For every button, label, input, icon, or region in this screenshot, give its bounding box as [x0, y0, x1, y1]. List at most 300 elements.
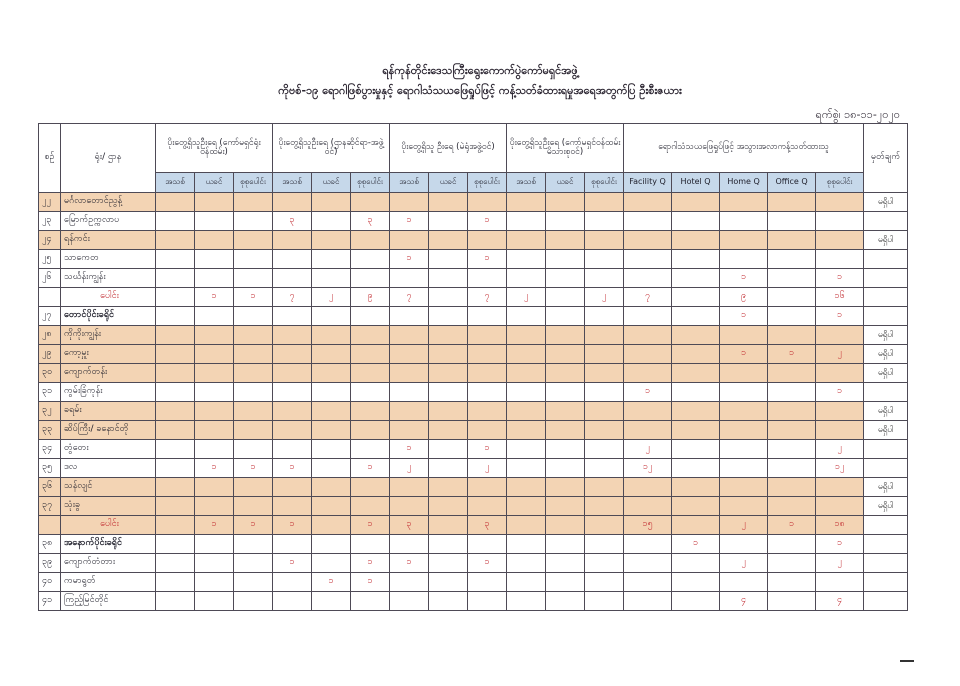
row-number: ၂၂: [39, 193, 61, 212]
row-value-cell: [468, 193, 507, 212]
row-value-cell: ၁: [351, 459, 390, 478]
row-value-cell: [507, 250, 546, 269]
row-value-cell: [312, 516, 351, 535]
row-value-cell: [273, 231, 312, 250]
row-value-cell: [351, 497, 390, 516]
row-value-cell: [585, 307, 624, 326]
row-value-cell: [507, 402, 546, 421]
row-value-cell: [390, 421, 429, 440]
row-value-cell: [312, 212, 351, 231]
row-number: ၄၀: [39, 573, 61, 592]
row-value-cell: [156, 516, 195, 535]
row-value-cell: [234, 421, 273, 440]
row-name: ကော့မှူး: [61, 345, 156, 364]
row-value-cell: [672, 269, 720, 288]
row-value-cell: [585, 326, 624, 345]
row-name: ဒလ: [61, 459, 156, 478]
row-value-cell: [546, 478, 585, 497]
row-name: သာကေတ: [61, 250, 156, 269]
row-value-cell: ၁၅: [624, 516, 672, 535]
row-value-cell: [429, 573, 468, 592]
row-name: ကျောက်တန်း: [61, 364, 156, 383]
table-row: [39, 573, 908, 592]
row-value-cell: [816, 193, 864, 212]
row-value-cell: [672, 592, 720, 611]
row-value-cell: [816, 326, 864, 345]
sub-new: အသစ်: [156, 173, 195, 193]
sub-facility-q: Facility Q: [624, 173, 672, 193]
row-value-cell: [351, 440, 390, 459]
row-value-cell: [672, 421, 720, 440]
row-remark: [864, 383, 908, 402]
row-value-cell: ၁: [468, 440, 507, 459]
row-value-cell: [312, 307, 351, 326]
table-row: [39, 459, 908, 478]
row-value-cell: [768, 231, 816, 250]
row-value-cell: [234, 345, 273, 364]
row-value-cell: [720, 535, 768, 554]
row-value-cell: [273, 421, 312, 440]
row-value-cell: [429, 497, 468, 516]
row-number: [39, 288, 61, 307]
row-remark: [864, 592, 908, 611]
covid-report-table: [38, 123, 908, 611]
row-value-cell: [273, 193, 312, 212]
row-value-cell: ၁: [672, 535, 720, 554]
row-name: ရန်ကင်း: [61, 231, 156, 250]
row-value-cell: [624, 478, 672, 497]
row-value-cell: [273, 478, 312, 497]
row-value-cell: [507, 573, 546, 592]
row-value-cell: [720, 250, 768, 269]
row-value-cell: [234, 383, 273, 402]
row-value-cell: [585, 212, 624, 231]
row-value-cell: ၃: [390, 516, 429, 535]
row-value-cell: [312, 383, 351, 402]
row-name: မြောက်ဥက္ကလာပ: [61, 212, 156, 231]
row-value-cell: ၂: [585, 288, 624, 307]
row-value-cell: [390, 269, 429, 288]
row-value-cell: [546, 421, 585, 440]
row-name: တွံတေး: [61, 440, 156, 459]
row-value-cell: [624, 345, 672, 364]
row-value-cell: [312, 250, 351, 269]
row-value-cell: [429, 535, 468, 554]
table-row: [39, 326, 908, 345]
row-value-cell: [429, 193, 468, 212]
row-value-cell: ၁: [351, 516, 390, 535]
row-value-cell: ၁: [234, 459, 273, 478]
row-value-cell: [234, 269, 273, 288]
row-value-cell: [195, 307, 234, 326]
row-value-cell: [195, 497, 234, 516]
row-remark: [864, 516, 908, 535]
sub-hotel-q: Hotel Q: [672, 173, 720, 193]
row-value-cell: [768, 573, 816, 592]
row-remark: [864, 535, 908, 554]
row-value-cell: [468, 573, 507, 592]
row-value-cell: [429, 326, 468, 345]
row-value-cell: ၁: [390, 554, 429, 573]
row-value-cell: ၁: [720, 307, 768, 326]
row-value-cell: ၉: [351, 288, 390, 307]
row-value-cell: [768, 212, 816, 231]
row-value-cell: [429, 592, 468, 611]
row-value-cell: ၇: [390, 288, 429, 307]
row-number: [39, 516, 61, 535]
row-value-cell: [816, 212, 864, 231]
row-value-cell: [672, 288, 720, 307]
sub-office-q: Office Q: [768, 173, 816, 193]
row-remark: [864, 212, 908, 231]
row-value-cell: [768, 307, 816, 326]
table-row: [39, 402, 908, 421]
row-value-cell: [672, 307, 720, 326]
row-value-cell: [507, 326, 546, 345]
row-name: ကိုကိုးကျွန်း: [61, 326, 156, 345]
row-value-cell: [195, 326, 234, 345]
row-value-cell: ၁: [195, 516, 234, 535]
row-value-cell: [390, 364, 429, 383]
row-number: ၂၉: [39, 345, 61, 364]
row-value-cell: [624, 554, 672, 573]
row-name: ခရမ်း: [61, 402, 156, 421]
document-title: ရန်ကုန်တိုင်းဒေသကြီးရွေးကောက်ပွဲကော်မရှင်အဖွဲ့: [382, 64, 578, 77]
row-value-cell: [672, 345, 720, 364]
row-value-cell: [720, 573, 768, 592]
page-mark: [900, 660, 914, 662]
header-group-family: ပိုးတွေ့ရှိသူဦးရေ (ကော်မရှင်ဝန်ထမ်း မိသားစုဝင်): [507, 124, 624, 173]
row-value-cell: ၂: [507, 288, 546, 307]
row-value-cell: [429, 440, 468, 459]
row-value-cell: [546, 288, 585, 307]
row-value-cell: [720, 478, 768, 497]
row-number: ၂၈: [39, 326, 61, 345]
table-row: [39, 421, 908, 440]
row-value-cell: [720, 231, 768, 250]
row-value-cell: [546, 307, 585, 326]
row-value-cell: [672, 497, 720, 516]
header-group-poll: ပိုးတွေ့ရှိသူ ဦးရေ (မဲရုံအဖွဲ့ဝင်): [390, 124, 507, 173]
row-value-cell: ၇: [624, 288, 672, 307]
row-value-cell: [429, 459, 468, 478]
row-value-cell: [768, 478, 816, 497]
sub-new: အသစ်: [507, 173, 546, 193]
row-value-cell: [585, 554, 624, 573]
row-remark: မရှိပါ: [864, 478, 908, 497]
row-number: ၂၆: [39, 269, 61, 288]
row-value-cell: [273, 269, 312, 288]
row-value-cell: [507, 307, 546, 326]
row-value-cell: [624, 497, 672, 516]
row-value-cell: [768, 269, 816, 288]
row-value-cell: [390, 326, 429, 345]
row-number: ၄၁: [39, 592, 61, 611]
row-value-cell: [624, 212, 672, 231]
sub-total: စုစုပေါင်း: [585, 173, 624, 193]
row-value-cell: [468, 421, 507, 440]
sub-total: စုစုပေါင်း: [351, 173, 390, 193]
row-value-cell: [195, 193, 234, 212]
row-number: ၂၄: [39, 231, 61, 250]
row-value-cell: [468, 535, 507, 554]
row-value-cell: ၂: [816, 554, 864, 573]
row-value-cell: [234, 402, 273, 421]
row-remark: မရှိပါ: [864, 326, 908, 345]
row-value-cell: ၁: [720, 269, 768, 288]
row-value-cell: [156, 592, 195, 611]
row-value-cell: [195, 402, 234, 421]
row-value-cell: [351, 592, 390, 611]
row-value-cell: [390, 592, 429, 611]
row-value-cell: [720, 193, 768, 212]
row-value-cell: [585, 516, 624, 535]
row-value-cell: [624, 364, 672, 383]
row-value-cell: [312, 592, 351, 611]
row-value-cell: [816, 421, 864, 440]
row-value-cell: [585, 383, 624, 402]
row-value-cell: [672, 383, 720, 402]
table-row: [39, 497, 908, 516]
row-value-cell: [507, 269, 546, 288]
row-value-cell: [468, 592, 507, 611]
table-row-subtotal: [39, 288, 908, 307]
row-value-cell: ၁: [390, 440, 429, 459]
row-value-cell: [624, 402, 672, 421]
row-value-cell: [156, 212, 195, 231]
row-value-cell: [546, 516, 585, 535]
row-value-cell: [816, 573, 864, 592]
row-value-cell: [507, 478, 546, 497]
row-value-cell: [156, 364, 195, 383]
row-value-cell: [507, 231, 546, 250]
row-name: ကွမ်းခြံကုန်း: [61, 383, 156, 402]
row-value-cell: [234, 307, 273, 326]
row-value-cell: [156, 402, 195, 421]
table-row-district: [39, 307, 908, 326]
row-value-cell: [390, 573, 429, 592]
row-value-cell: [507, 554, 546, 573]
header-row-groups: [39, 124, 908, 173]
table-body: [39, 193, 908, 611]
row-value-cell: [351, 231, 390, 250]
row-value-cell: [156, 440, 195, 459]
document-date: ရက်စွဲ၊ ၁၈-၁၁-၂၀၂၀: [815, 108, 900, 121]
row-value-cell: [507, 516, 546, 535]
sub-total: စုစုပေါင်း: [234, 173, 273, 193]
row-value-cell: [624, 326, 672, 345]
row-remark: မရှိပါ: [864, 364, 908, 383]
row-value-cell: [507, 345, 546, 364]
row-remark: [864, 554, 908, 573]
row-value-cell: [624, 592, 672, 611]
row-value-cell: [195, 345, 234, 364]
row-value-cell: [312, 497, 351, 516]
row-value-cell: ၄: [720, 592, 768, 611]
row-value-cell: [768, 535, 816, 554]
row-name: ပေါင်း: [61, 516, 156, 535]
header-group-dept: ပိုးတွေ့ရှိသူဦးရေ (ဌာနဆိုင်ရာ-အဖွဲ့ဝင်): [273, 124, 390, 173]
row-value-cell: [312, 440, 351, 459]
row-value-cell: ၇: [273, 288, 312, 307]
row-value-cell: [585, 231, 624, 250]
row-value-cell: [429, 212, 468, 231]
row-value-cell: [672, 573, 720, 592]
table-row: [39, 250, 908, 269]
header-name: ရုံး/ ဌာန: [61, 124, 156, 193]
row-value-cell: [507, 535, 546, 554]
sub-total: စုစုပေါင်း: [468, 173, 507, 193]
row-remark: မရှိပါ: [864, 193, 908, 212]
row-value-cell: [585, 193, 624, 212]
row-remark: [864, 288, 908, 307]
row-value-cell: [195, 554, 234, 573]
row-value-cell: [351, 364, 390, 383]
row-value-cell: [351, 269, 390, 288]
row-remark: [864, 573, 908, 592]
row-name: ပေါင်း: [61, 288, 156, 307]
row-value-cell: [234, 478, 273, 497]
row-value-cell: [390, 402, 429, 421]
row-value-cell: [468, 497, 507, 516]
row-remark: မရှိပါ: [864, 497, 908, 516]
row-value-cell: [507, 459, 546, 478]
row-value-cell: ၁၆: [816, 288, 864, 307]
row-name: သုံးခွ: [61, 497, 156, 516]
row-value-cell: ၁: [720, 345, 768, 364]
sub-new: အသစ်: [390, 173, 429, 193]
row-value-cell: [624, 231, 672, 250]
row-value-cell: [585, 421, 624, 440]
row-value-cell: [546, 459, 585, 478]
row-value-cell: [507, 421, 546, 440]
row-value-cell: [768, 421, 816, 440]
row-value-cell: ၁: [312, 573, 351, 592]
row-value-cell: [156, 231, 195, 250]
row-value-cell: [156, 193, 195, 212]
row-remark: [864, 269, 908, 288]
row-value-cell: [312, 478, 351, 497]
row-value-cell: [351, 402, 390, 421]
row-value-cell: ၂: [624, 440, 672, 459]
table-row: [39, 193, 908, 212]
row-value-cell: [672, 250, 720, 269]
row-name: အနောက်ပိုင်းခရိုင်: [61, 535, 156, 554]
row-value-cell: ၂: [312, 288, 351, 307]
table-row: [39, 269, 908, 288]
row-value-cell: [273, 535, 312, 554]
row-remark: [864, 250, 908, 269]
row-value-cell: [156, 497, 195, 516]
row-value-cell: [156, 345, 195, 364]
sub-new: အသစ်: [273, 173, 312, 193]
header-group-quarantine: ရောဂါသံသယဖြေရှုပ်ဖြင့် အသွားအလာကန့်သတ်ထားသူ: [624, 124, 864, 173]
row-value-cell: [195, 535, 234, 554]
row-value-cell: ၁: [390, 250, 429, 269]
row-value-cell: ၁: [351, 554, 390, 573]
row-value-cell: [156, 288, 195, 307]
row-value-cell: [546, 573, 585, 592]
row-value-cell: [585, 345, 624, 364]
row-value-cell: [546, 269, 585, 288]
row-value-cell: ၂: [390, 459, 429, 478]
table-row: [39, 554, 908, 573]
row-number: ၃၄: [39, 440, 61, 459]
row-value-cell: [768, 554, 816, 573]
row-value-cell: [429, 250, 468, 269]
row-value-cell: ၁: [468, 250, 507, 269]
row-value-cell: [351, 345, 390, 364]
row-value-cell: [672, 554, 720, 573]
row-value-cell: [312, 193, 351, 212]
row-value-cell: [816, 231, 864, 250]
row-remark: [864, 440, 908, 459]
row-name: ကြည့်မြင်တိုင်: [61, 592, 156, 611]
row-value-cell: ၉: [720, 288, 768, 307]
row-value-cell: [585, 478, 624, 497]
row-value-cell: [768, 364, 816, 383]
row-value-cell: [429, 421, 468, 440]
row-value-cell: [546, 383, 585, 402]
row-number: ၂၃: [39, 212, 61, 231]
row-value-cell: [390, 497, 429, 516]
row-value-cell: [672, 516, 720, 535]
row-value-cell: [156, 269, 195, 288]
row-value-cell: [816, 497, 864, 516]
row-value-cell: [312, 402, 351, 421]
row-number: ၃၆: [39, 478, 61, 497]
row-value-cell: [720, 402, 768, 421]
row-value-cell: [546, 535, 585, 554]
row-value-cell: [351, 250, 390, 269]
row-name: သင်္ဃန်းကျွန်း: [61, 269, 156, 288]
row-remark: မရှိပါ: [864, 402, 908, 421]
row-value-cell: ၁: [390, 212, 429, 231]
row-value-cell: [195, 231, 234, 250]
row-value-cell: ၇: [468, 288, 507, 307]
row-value-cell: [468, 364, 507, 383]
row-value-cell: [273, 383, 312, 402]
row-value-cell: ၁: [816, 535, 864, 554]
row-value-cell: [768, 383, 816, 402]
row-value-cell: [195, 440, 234, 459]
row-value-cell: [672, 212, 720, 231]
row-number: ၂၇: [39, 307, 61, 326]
row-value-cell: [429, 288, 468, 307]
row-value-cell: [312, 364, 351, 383]
row-value-cell: [234, 231, 273, 250]
row-value-cell: [816, 364, 864, 383]
row-value-cell: [468, 231, 507, 250]
row-value-cell: [624, 535, 672, 554]
row-number: ၃၉: [39, 554, 61, 573]
row-value-cell: [468, 307, 507, 326]
row-value-cell: [585, 364, 624, 383]
row-value-cell: [816, 402, 864, 421]
row-value-cell: [585, 440, 624, 459]
row-number: ၃၅: [39, 459, 61, 478]
row-value-cell: ၂: [720, 554, 768, 573]
row-value-cell: [672, 364, 720, 383]
row-value-cell: ၁: [195, 459, 234, 478]
row-value-cell: ၁: [234, 288, 273, 307]
row-value-cell: ၁: [273, 516, 312, 535]
row-value-cell: [195, 573, 234, 592]
row-value-cell: ၃: [273, 212, 312, 231]
row-value-cell: [351, 535, 390, 554]
table-row: [39, 383, 908, 402]
row-value-cell: [195, 364, 234, 383]
